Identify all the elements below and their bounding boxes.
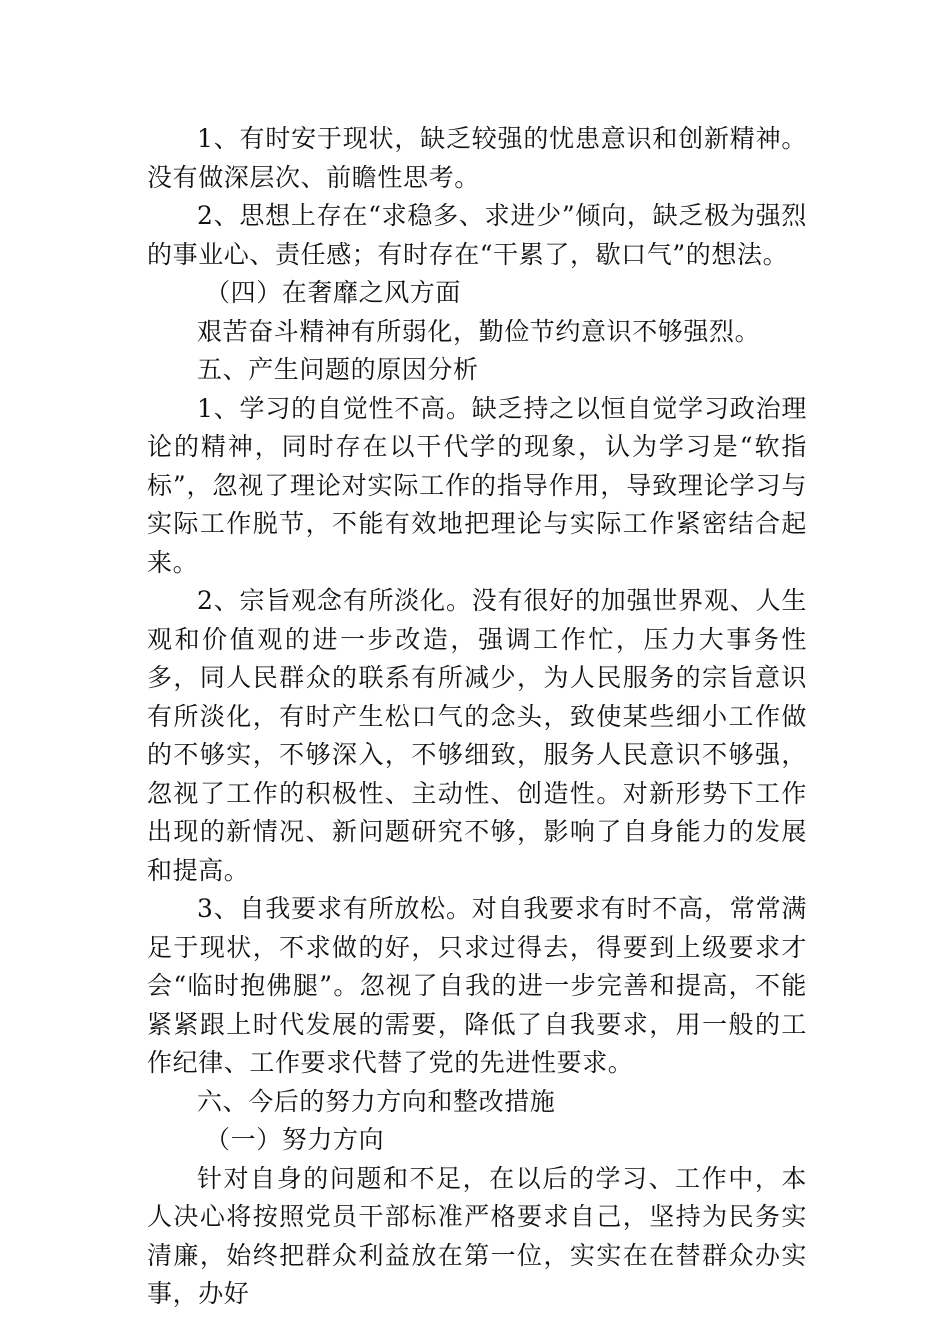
paragraph-5: 2、宗旨观念有所淡化。没有很好的加强世界观、人生观和价值观的进一步改造，强调工作忙，压力大事务性多，同人民群众的联系有所减少，为人民服务的宗旨意识有所淡化，有时产生松口气的念头，致使某些细小工作做的不够实，不够深入，不够细致，服务人民意识不够强，忽视了工作的积极性、主动性、创造性。对新形势下工作出现的新情况、新问题研究不够，影响了自身能力的发展和提高。 [147,586,807,885]
section-heading-measures: 六、今后的努力方向和整改措施 [197,1086,556,1116]
section-heading-luxury: （四）在奢靡之风方面 [205,278,462,307]
paragraph-6: 3、自我要求有所放松。对自我要求有时不高，常常满足于现状，不求做的好，只求过得去，得要到上级要求才会“临时抱佛腿”。忽视了自我的进一步完善和提高，不能紧紧跟上时代发展的需要，降低了自我要求，用一般的工作纪律、工作要求代替了党的先进性要求。 [147,894,807,1077]
section-heading-cause-analysis: 五、产生问题的原因分析 [197,355,479,384]
paragraph-7: 针对自身的问题和不足，在以后的学习、工作中，本人决心将按照党员干部标准严格要求自己，坚持为民务实清廉，始终把群众利益放在第一位，实实在在替群众办实事，办好 [147,1163,807,1308]
document-body [147,120,807,1314]
paragraph-3: 艰苦奋斗精神有所弱化，勤俭节约意识不够强烈。 [197,316,761,346]
paragraph-1: 1、有时安于现状，缺乏较强的忧患意识和创新精神。没有做深层次、前瞻性思考。 [147,124,807,192]
section-heading-direction: （一）努力方向 [205,1125,385,1154]
paragraph-4: 1、学习的自觉性不高。缺乏持之以恒自觉学习政治理论的精神，同时存在以干代学的现象，认为学习是“软指标”，忽视了理论对实际工作的指导作用，导致理论学习与实际工作脱节，不能有效地把理论与实际工作紧密结合起来。 [147,393,807,577]
paragraph-2: 2、思想上存在“求稳多、求进少”倾向，缺乏极为强烈的事业心、责任感；有时存在“干累了，歇口气”的想法。 [147,201,807,269]
